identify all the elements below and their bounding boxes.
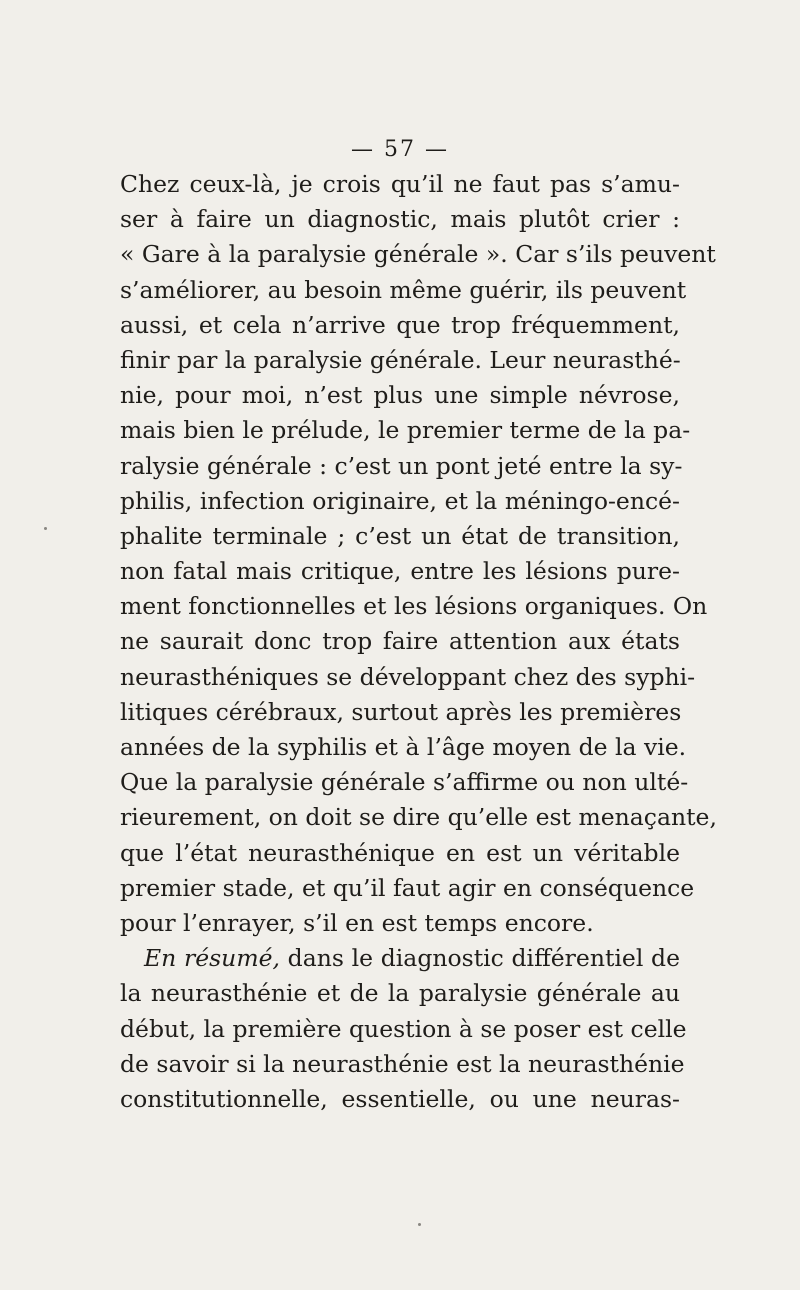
paragraph-start-line — [120, 941, 680, 976]
page-number: — 57 — — [351, 137, 449, 162]
text-line: ne saurait donc trop faire attention aux états — [120, 627, 680, 656]
text-line: neurasthéniques se développant chez des syphi- — [120, 662, 696, 691]
text-line: la neurasthénie et de la paralysie générale au — [120, 979, 680, 1008]
text-line: rieurement, on doit se dire qu’elle est menaçante, — [120, 803, 717, 832]
text-line: Chez ceux-là, je crois qu’il ne faut pas s’amu- — [120, 170, 680, 198]
text-line: pour l’enrayer, s’il en est temps encore. — [120, 908, 594, 937]
text-line: ser à faire un diagnostic, mais plutôt crier : — [120, 205, 680, 234]
paper-speck — [44, 527, 47, 530]
text-line: que l’état neurasthénique en est un véritable — [120, 838, 680, 867]
paper-speck — [418, 1223, 421, 1226]
text-line: phalite terminale ; c’est un état de transition, — [120, 521, 680, 550]
text-line: mais bien le prélude, le premier terme de la pa- — [120, 416, 691, 445]
text-line: début, la première question à se poser est celle — [120, 1014, 687, 1043]
text-line: premier stade, et qu’il faut agir en conséquence — [120, 873, 695, 902]
text-line: finir par la paralysie générale. Leur neurasthé- — [120, 345, 681, 374]
italic-phrase: En résumé, — [144, 944, 280, 973]
text-line: philis, infection originaire, et la méningo-encé- — [120, 486, 680, 515]
text-line: Que la paralysie générale s’affirme ou non ulté- — [120, 768, 689, 797]
text-line: non fatal mais critique, entre les lésions pure- — [120, 557, 680, 586]
text-line: constitutionnelle, essentielle, ou une neuras- — [120, 1084, 680, 1113]
text-line: nie, pour moi, n’est plus une simple névrose, — [120, 381, 680, 410]
text-line: années de la syphilis et à l’âge moyen de la vie. — [120, 733, 687, 761]
text-line: litiques cérébraux, surtout après les premières — [120, 697, 682, 726]
text-fragment: dans le diagnostic différentiel de — [279, 944, 680, 973]
text-line: s’améliorer, au besoin même guérir, ils peuvent — [120, 275, 687, 304]
text-line: de savoir si la neurasthénie est la neurasthénie — [120, 1049, 685, 1078]
text-line: aussi, et cela n’arrive que trop fréquemment, — [120, 310, 680, 339]
text-line: ment fonctionnelles et les lésions organiques. On — [120, 592, 708, 621]
text-line: ralysie générale : c’est un pont jeté entre la sy- — [120, 451, 683, 480]
body-text — [120, 167, 717, 1117]
text-line: « Gare à la paralysie générale ». Car s’ils peuvent — [120, 240, 716, 269]
